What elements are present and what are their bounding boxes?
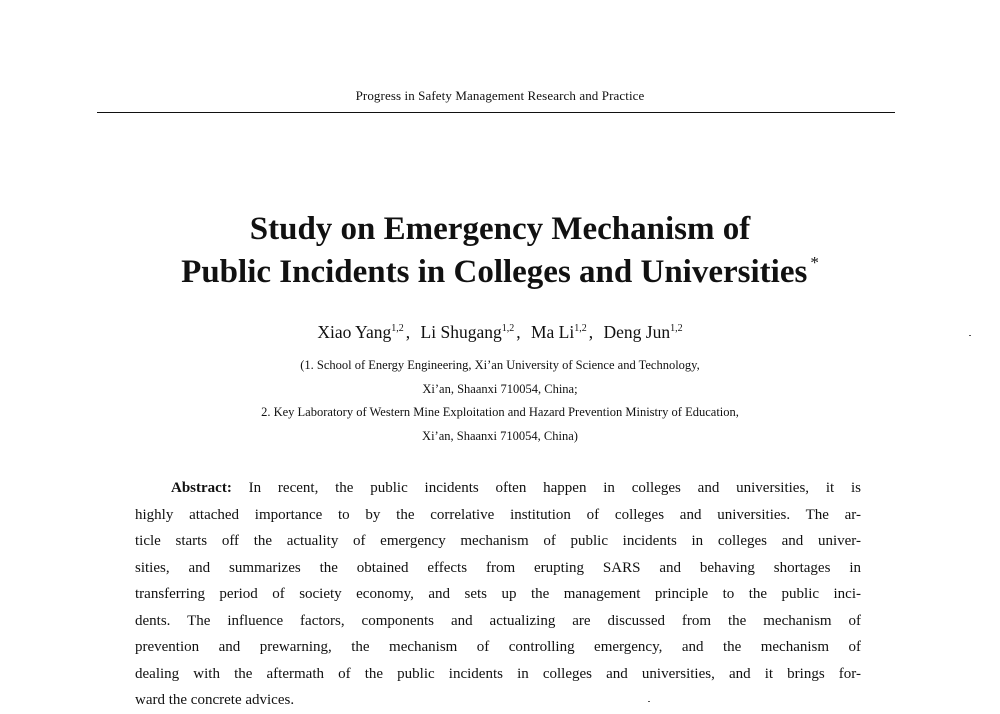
abstract [135, 475, 861, 714]
abstract-line-text: In recent, the public incidents often happen in colleges and universities, it is [231, 480, 861, 496]
affiliations [0, 354, 1000, 448]
abstract-line: sities, and summarizes the obtained effects from erupting SARS and behaving shortages in [135, 559, 861, 576]
affiliation-line: Xi’an, Shaanxi 710054, China; [422, 381, 578, 396]
affiliation-line: (1. School of Energy Engineering, Xi’an University of Science and Technology, [300, 358, 700, 372]
running-header [0, 88, 1000, 104]
abstract-line: dents. The influence factors, components and actualizing are discussed from the mechanism of [135, 612, 861, 629]
author [421, 322, 527, 342]
affiliation-line: 2. Key Laboratory of Western Mine Exploitation and Hazard Prevention Ministry of Education, [261, 405, 739, 419]
author-name: Xiao Yang [317, 322, 392, 342]
running-header-text: Progress in Safety Management Research and Practice [355, 88, 645, 103]
title-line-2 [0, 251, 1000, 294]
author-separator: , [405, 322, 411, 342]
author-name: Ma Li [530, 322, 575, 342]
author-affil-mark: 1,2 [574, 323, 587, 334]
scan-speck [648, 701, 650, 702]
title-line-1: Study on Emergency Mechanism of [249, 211, 751, 247]
abstract-line: ward the concrete advices. [135, 692, 295, 708]
author-name: Li Shugang [420, 322, 502, 342]
author-affil-mark: 1,2 [670, 323, 683, 334]
author [317, 322, 416, 342]
author-separator: , [588, 322, 594, 342]
author-affil-mark: 1,2 [501, 323, 515, 334]
author-name: Deng Jun [603, 322, 671, 342]
abstract-line [135, 475, 861, 502]
title-line-2-text: Public Incidents in Colleges and Universities [181, 254, 808, 290]
paper-title [0, 208, 1000, 294]
author-list [0, 322, 1000, 343]
abstract-label: Abstract: [171, 480, 232, 496]
abstract-line: ticle starts off the actuality of emergency mechanism of public incidents in colleges and univer- [135, 533, 861, 549]
author-separator: , [516, 322, 521, 342]
author-affil-mark: 1,2 [391, 323, 404, 334]
author [604, 322, 683, 342]
abstract-line: prevention and prewarning, the mechanism of controlling emergency, and the mechanism of [135, 639, 861, 655]
title-footnote-mark: * [810, 253, 819, 272]
abstract-line: dealing with the aftermath of the public incidents in colleges and universities, and it brings for- [135, 665, 861, 682]
abstract-line: highly attached importance to by the correlative institution of colleges and universities. The ar- [135, 506, 861, 523]
abstract-line: transferring period of society economy, and sets up the management principle to the public inci- [135, 586, 861, 602]
scan-speck [969, 335, 971, 336]
affiliation-line: Xi’an, Shaanxi 710054, China) [422, 428, 578, 443]
author [531, 322, 599, 342]
header-rule [97, 112, 895, 113]
